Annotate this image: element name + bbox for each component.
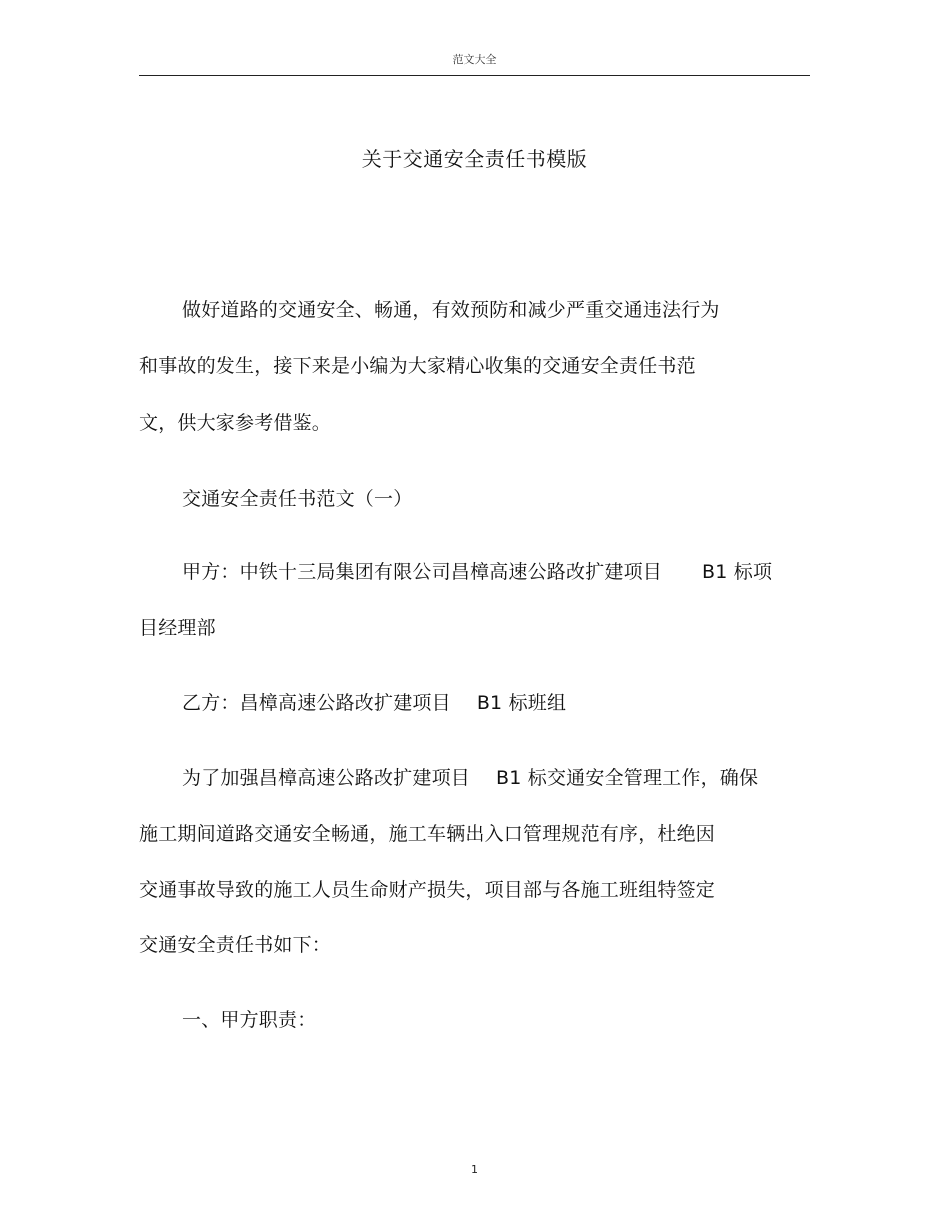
intro-line-2: 和事故的发生，接下来是小编为大家精心收集的交通安全责任书范	[139, 355, 696, 377]
intro-line-1: 做好道路的交通安全、畅通，有效预防和减少严重交通违法行为	[182, 299, 720, 321]
party-b-line	[182, 689, 566, 717]
section-heading: 交通安全责任书范文（一）	[182, 488, 413, 510]
purpose-line-3: 交通事故导致的施工人员生命财产损失，项目部与各施工班组特签定	[139, 879, 716, 901]
party-a-line	[182, 558, 772, 586]
purpose-line-4: 交通安全责任书如下：	[139, 934, 332, 956]
purpose-line-2: 施工期间道路交通安全畅通，施工车辆出入口管理规范有序，杜绝因	[139, 823, 716, 845]
document-title: 关于交通安全责任书模版	[361, 147, 588, 171]
party-a-continued: 目经理部	[139, 617, 216, 639]
party-b-text: 乙方：昌樟高速公路改扩建项目	[182, 692, 451, 714]
purpose-lot: B1 标交通安全管理工作，确保	[496, 767, 759, 789]
party-a-text: 甲方：中铁十三局集团有限公司昌樟高速公路改扩建项目	[182, 561, 663, 583]
party-b-lot: B1 标班组	[476, 692, 567, 714]
purpose-line-1	[182, 764, 758, 792]
page-number: 1	[471, 1163, 478, 1176]
duties-heading: 一、甲方职责：	[182, 1009, 317, 1031]
header-rule	[139, 75, 810, 76]
intro-line-3: 文，供大家参考借鉴。	[139, 412, 332, 434]
purpose-text: 为了加强昌樟高速公路改扩建项目	[182, 767, 471, 789]
running-header: 范文大全	[452, 53, 497, 66]
party-a-lot: B1 标项	[702, 561, 773, 583]
